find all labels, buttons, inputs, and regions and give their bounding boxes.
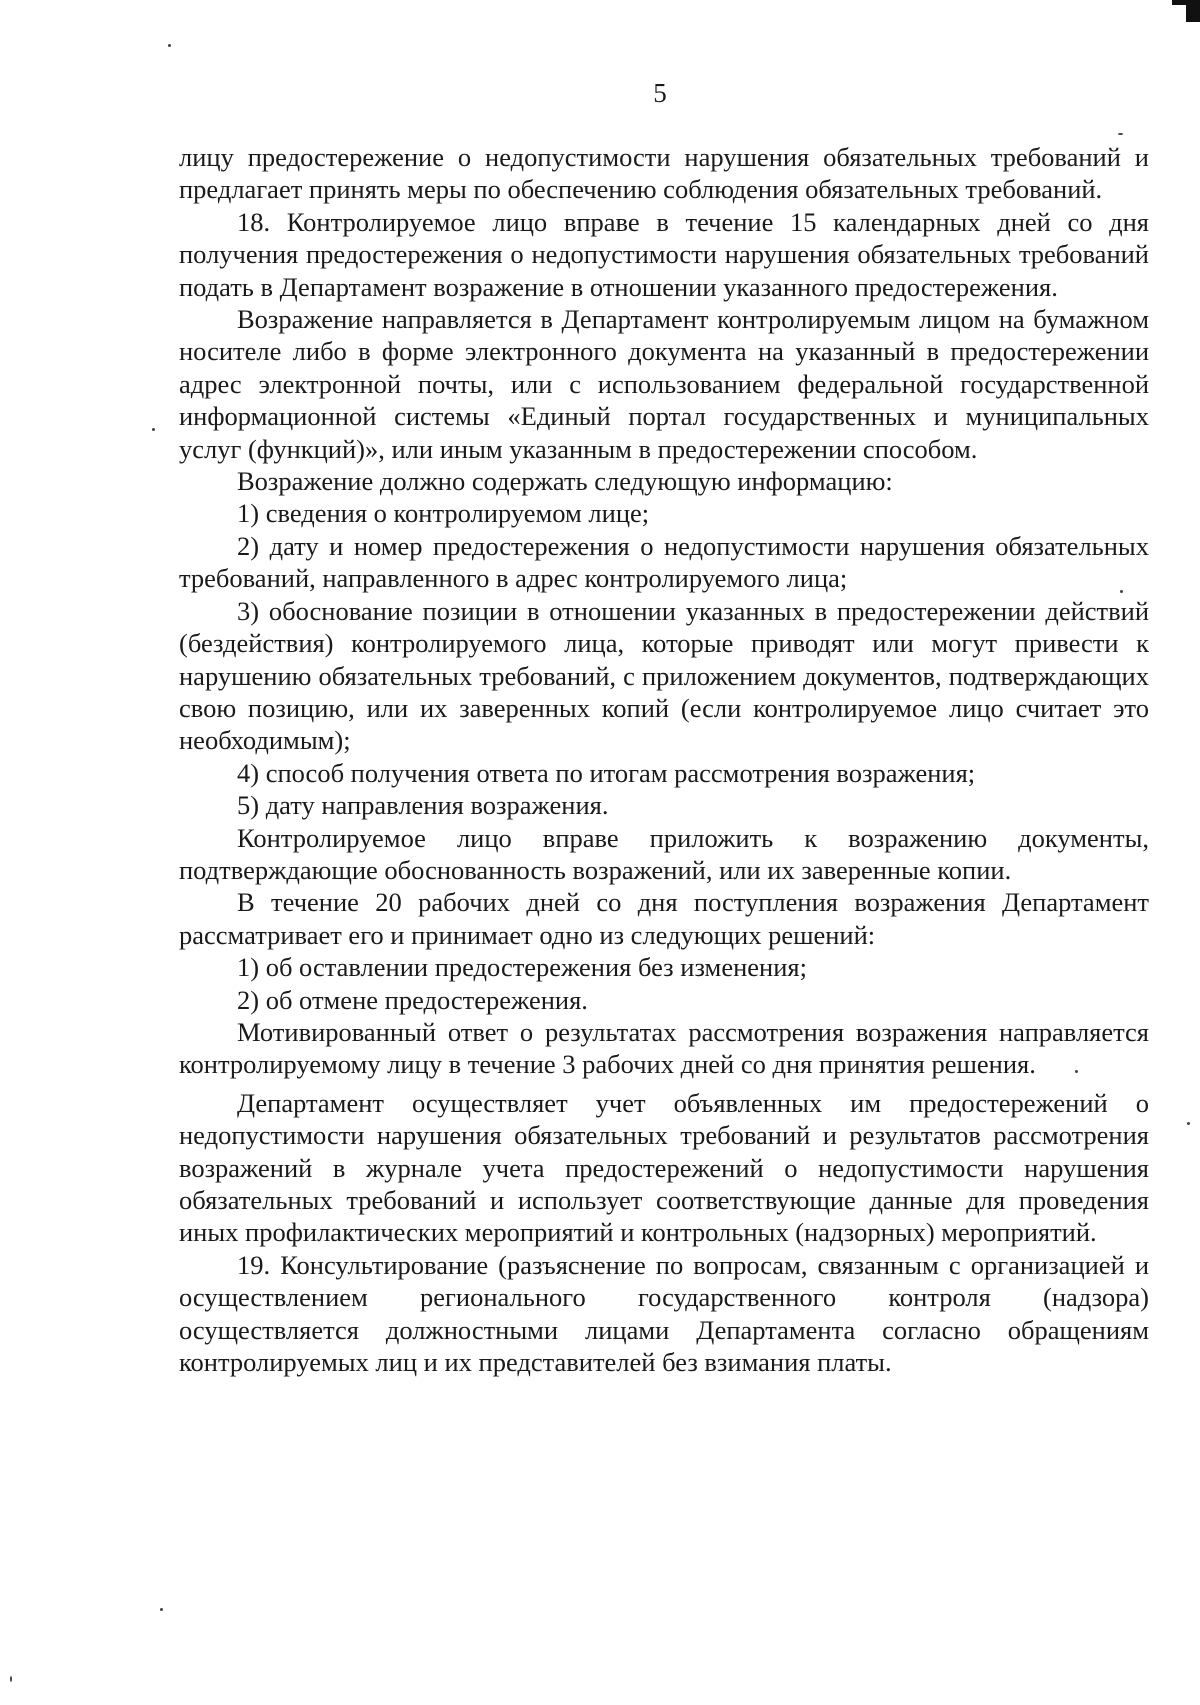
scan-speck [1075,1070,1078,1073]
scan-speck [1187,1122,1190,1125]
scan-speck [168,44,171,47]
paragraph-attachments: Контролируемое лицо вправе приложить к возражению документы, подтверждающие обоснованность возражений, или их заверенные копии. [179,822,1149,885]
document-body [179,141,1149,1378]
scan-speck [160,1608,163,1611]
scan-speck [1118,133,1123,135]
list-item-5: 5) дату направления возражения. [237,790,609,821]
decision-item-2: 2) об отмене предостережения. [237,984,588,1015]
paragraph-item-19: 19. Консультирование (разъяснение по вопросам, связанным с организацией и осуществлением регионального государственного контроля (надзора) осуществляется должностными лицами Департамента согласно обращениям контролируемых лиц и их представителей без взимания платы. [179,1249,1149,1378]
paragraph-records: Департамент осуществляет учет объявленных им предостережений о недопустимости нарушения обязательных требований и результатов рассмотрения возражений в журнале учета предостережений о недопустимости нарушения обязательных требований и использует соответствующие данные для проведения иных профилактических мероприятий и контрольных (надзорных) мероприятий. [179,1087,1149,1248]
list-item-4: 4) способ получения ответа по итогам рассмотрения возражения; [237,757,976,788]
scan-speck [1120,590,1123,593]
paragraph-reasoned-response: Мотивированный ответ о результатах рассмотрения возражения направляется контролируемому лицу в течение 3 рабочих дней со дня принятия решения. [179,1016,1149,1080]
scan-corner-mark [1186,0,1200,22]
decision-item-1: 1) об оставлении предостережения без изменения; [237,952,807,983]
list-item-3: 3) обоснование позиции в отношении указанных в предостережении действий (бездействия) контролируемого лица, которые приводят или могут привести к нарушению обязательных требований, с приложением документов, подтверждающих свою позицию, или их заверенных копий (если контролируемое лицо считает это необходимым); [179,595,1149,756]
list-item-1: 1) сведения о контролируемом лице; [237,498,650,529]
paragraph-continuation: лицу предостережение о недопустимости нарушения обязательных требований и предлагает принять меры по обеспечению соблюдения обязательных требований. [179,142,1149,205]
paragraph-objection-submission: Возражение направляется в Департамент контролируемым лицом на бумажном носителе либо в форме электронного документа на указанный в предостережении адрес электронной почты, или с использованием федеральной государственной информационной системы «Единый портал государственных и муниципальных услуг (функций)», или иным указанным в предостережении способом. [179,304,1149,464]
paragraph-item-18: 18. Контролируемое лицо вправе в течение 15 календарных дней со дня получения предостережения о недопустимости нарушения обязательных требований подать в Департамент возражение в отношении указанного предостережения. [179,206,1149,302]
scan-speck [10,1676,12,1682]
list-item-2: 2) дату и номер предостережения о недопустимости нарушения обязательных требований, направленного в адрес контролируемого лица; [179,530,1149,594]
paragraph-review-period: В течение 20 рабочих дней со дня поступления возражения Департамент рассматривает его и принимает одно из следующих решений: [179,887,1149,950]
page-number: 5 [653,78,667,108]
paragraph-objection-contents-intro: Возражение должно содержать следующую информацию: [237,466,893,497]
scan-speck [152,428,155,431]
